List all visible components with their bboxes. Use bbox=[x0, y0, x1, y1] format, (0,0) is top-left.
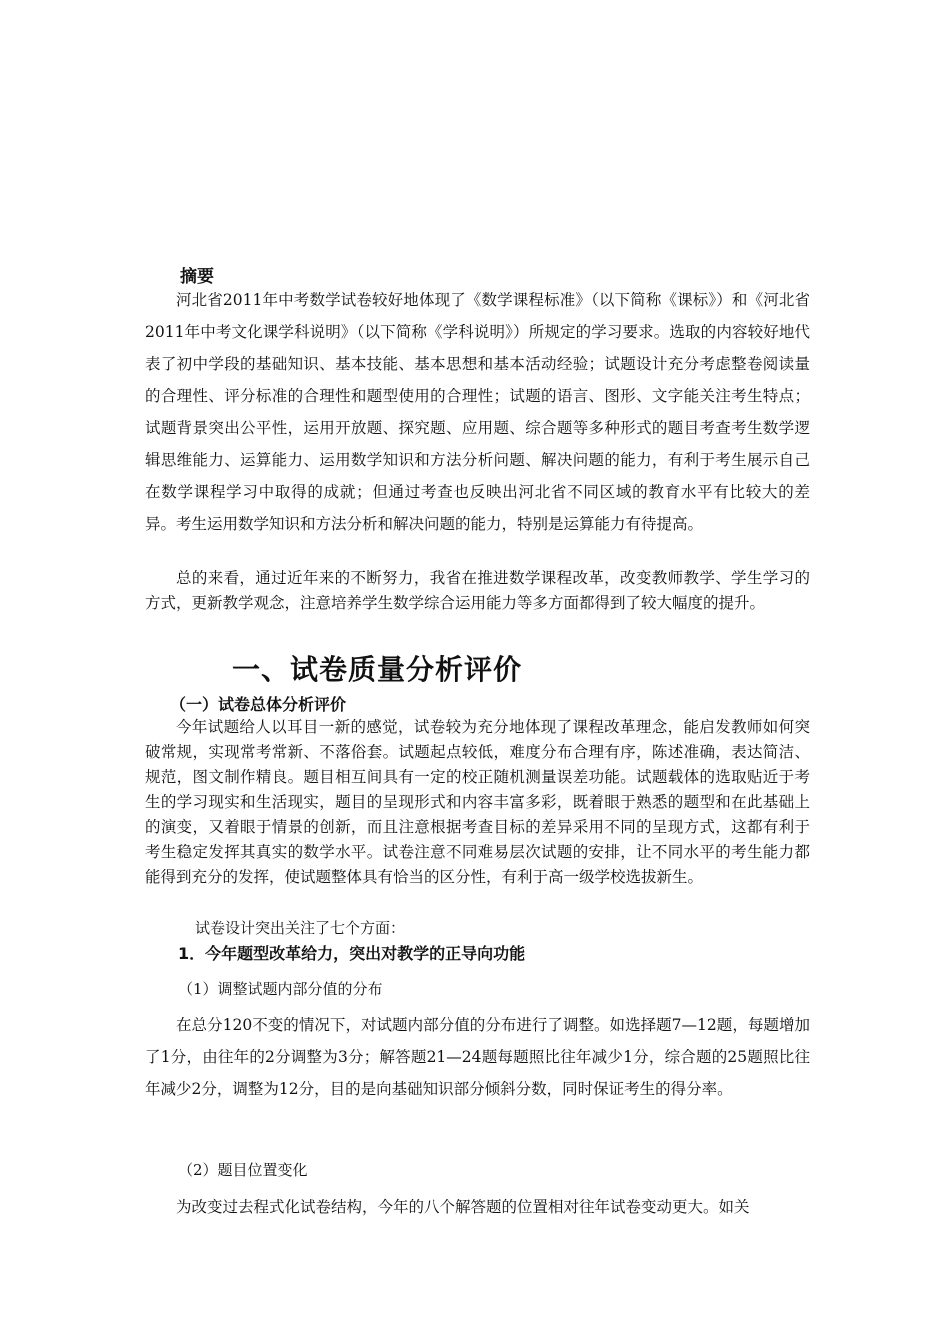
item-1-title: （1）调整试题内部分值的分布 bbox=[178, 980, 383, 998]
overall-analysis-paragraph: 今年试题给人以耳目一新的感觉，试卷较为充分地体现了课程改革理念，能启发教师如何突破常规，实现常考常新、不落俗套。试题起点较低，难度分布合理有序，陈述准确，表达简洁、规范，图文制作精良。题目相互间具有一定的校正随机测量误差功能。试题载体的选取贴近于考生的学习现实和生活现实，题目的呈现形式和内容丰富多彩，既着眼于熟悉的题型和在此基础上的演变，又着眼于情景的创新，而且注意根据考查目标的差异采用不同的呈现方式，这都有利于考生稳定发挥其真实的数学水平。试卷注意不同难易层次试题的安排，让不同水平的考生能力都能得到充分的发挥，使试题整体具有恰当的区分性，有利于高一级学校选拔新生。 bbox=[145, 718, 810, 886]
point-1-title: 1．今年题型改革给力，突出对教学的正导向功能 bbox=[178, 944, 526, 963]
item-2-paragraph: 为改变过去程式化试卷结构，今年的八个解答题的位置相对往年试卷变动更大。如关 bbox=[176, 1198, 750, 1216]
abstract-paragraph-1: 河北省2011年中考数学试卷较好地体现了《数学课程标准》（以下简称《课标》）和《河北省2011年中考文化课学科说明》（以下简称《学科说明》）所规定的学习要求。选取的内容较好地代表了初中学段的基础知识、基本技能、基本思想和基本活动经验；试题设计充分考虑整卷阅读量的合理性、评分标准的合理性和题型使用的合理性；试题的语言、图形、文字能关注考生特点；试题背景突出公平性，运用开放题、探究题、应用题、综合题等多种形式的题目考查考生数学逻辑思维能力、运算能力、运用数学知识和方法分析问题、解决问题的能力，有利于考生展示自己在数学课程学习中取得的成就；但通过考查也反映出河北省不同区域的教育水平有比较大的差异。考生运用数学知识和方法分析和解决问题的能力，特别是运算能力有待提高。 bbox=[145, 291, 810, 533]
item-1-paragraph: 在总分120不变的情况下，对试题内部分值的分布进行了调整。如选择题7—12题，每题增加了1分，由往年的2分调整为3分；解答题21—24题每题照比往年减少1分，综合题的25题照比往年减少2分，调整为12分，目的是向基础知识部分倾斜分数，同时保证考生的得分率。 bbox=[145, 1016, 810, 1098]
section-title: 一、试卷质量分析评价 bbox=[232, 653, 523, 686]
abstract-heading: 摘要 bbox=[180, 267, 214, 287]
seven-aspects-intro: 试卷设计突出关注了七个方面： bbox=[195, 919, 406, 937]
subsection-title: （一）试卷总体分析评价 bbox=[170, 695, 347, 714]
item-2-title: （2）题目位置变化 bbox=[178, 1161, 308, 1179]
abstract-paragraph-2: 总的来看，通过近年来的不断努力，我省在推进数学课程改革，改变教师教学、学生学习的方式，更新教学观念，注意培养学生数学综合运用能力等多方面都得到了较大幅度的提升。 bbox=[145, 569, 810, 612]
